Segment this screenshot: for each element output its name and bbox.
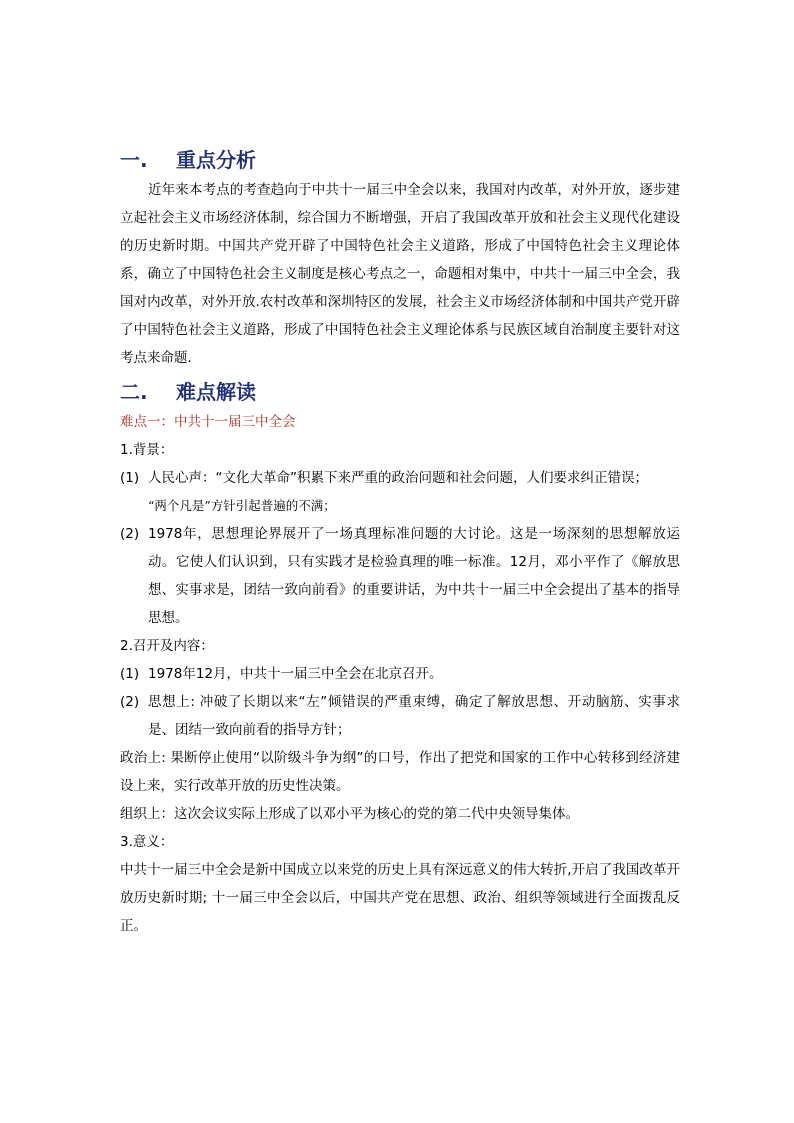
section-number: 二. xyxy=(120,379,148,404)
difficulty-label: 难点一：中共十一届三中全会 xyxy=(120,414,296,430)
politics-paragraph: 政治上: 果断停止使用“以阶级斗争为纲”的口号，作出了把党和国家的工作中心转移到经济建设上来，实行改革开放的历史性决策。 xyxy=(120,750,680,794)
section-number: 一. xyxy=(120,147,148,172)
item-marker: (2) xyxy=(120,526,140,542)
content-item xyxy=(120,660,680,688)
key-analysis-paragraph: 近年来本考点的考查趋向于中共十一届三中全会以来，我国对内改革，对外开放，逐步建立起社会主义市场经济体制，综合国力不断增强，开启了我国改革开放和社会主义现代化建设的历史新时期。中国共产党开辟了中国特色社会主义道路，形成了中国特色社会主义理论体系，确立了中国特色社会主义制度是核心考点之一，命题相对集中，中共十一届三中全会，我国对内改革，对外开放.农村改革和深圳特区的发展，社会主义市场经济体制和中国共产党开辟了中国特色社会主义道路，形成了中国特色社会主义理论体系与民族区域自治制度主要针对这考点来命题. xyxy=(120,182,680,366)
significance-paragraph: 中共十一届三中全会是新中国成立以来党的历史上具有深远意义的伟大转折,开启了我国改革开放历史新时期; 十一届三中全会以后，中国共产党在思想、政治、组织等领域进行全面拨乱反正。 xyxy=(120,862,680,934)
item-marker: (1) xyxy=(120,470,140,486)
item-text: 1978年，思想理论界展开了一场真理标准问题的大讨论。这是一场深刻的思想解放运动。它使人们认识到，只有实践才是检验真理的唯一标准。12月，邓小平作了《解放思想、实事求是，团结一致向前看》的重要讲话，为中共十一届三中全会提出了基本的指导思想。 xyxy=(148,526,680,626)
content-label: 2.召开及内容： xyxy=(120,638,214,654)
background-label: 1.背景： xyxy=(120,442,174,458)
section-title: 重点分析 xyxy=(176,147,256,172)
item-continuation: “两个凡是”方针引起普遍的不满； xyxy=(148,498,336,513)
organization-paragraph: 组织上：这次会议实际上形成了以邓小平为核心的党的第二代中央领导集体。 xyxy=(120,806,579,822)
content-item xyxy=(120,688,680,744)
section-heading-difficulty xyxy=(120,372,680,408)
significance-label: 3.意义： xyxy=(120,834,174,850)
section-title: 难点解读 xyxy=(176,379,256,404)
section-heading-key-analysis xyxy=(120,140,680,176)
background-item xyxy=(120,520,680,632)
item-marker: (1) xyxy=(120,666,140,682)
document-content xyxy=(120,140,680,940)
item-text: 思想上: 冲破了长期以来“左”倾错误的严重束缚，确定了解放思想、开动脑筋、实事求是、团结一致向前看的指导方针； xyxy=(148,694,680,738)
item-text: 1978年12月，中共十一届三中全会在北京召开。 xyxy=(148,666,443,682)
background-item xyxy=(120,464,680,492)
item-text: 人民心声：“文化大革命”积累下来严重的政治问题和社会问题，人们要求纠正错误； xyxy=(148,470,648,486)
item-marker: (2) xyxy=(120,694,140,710)
